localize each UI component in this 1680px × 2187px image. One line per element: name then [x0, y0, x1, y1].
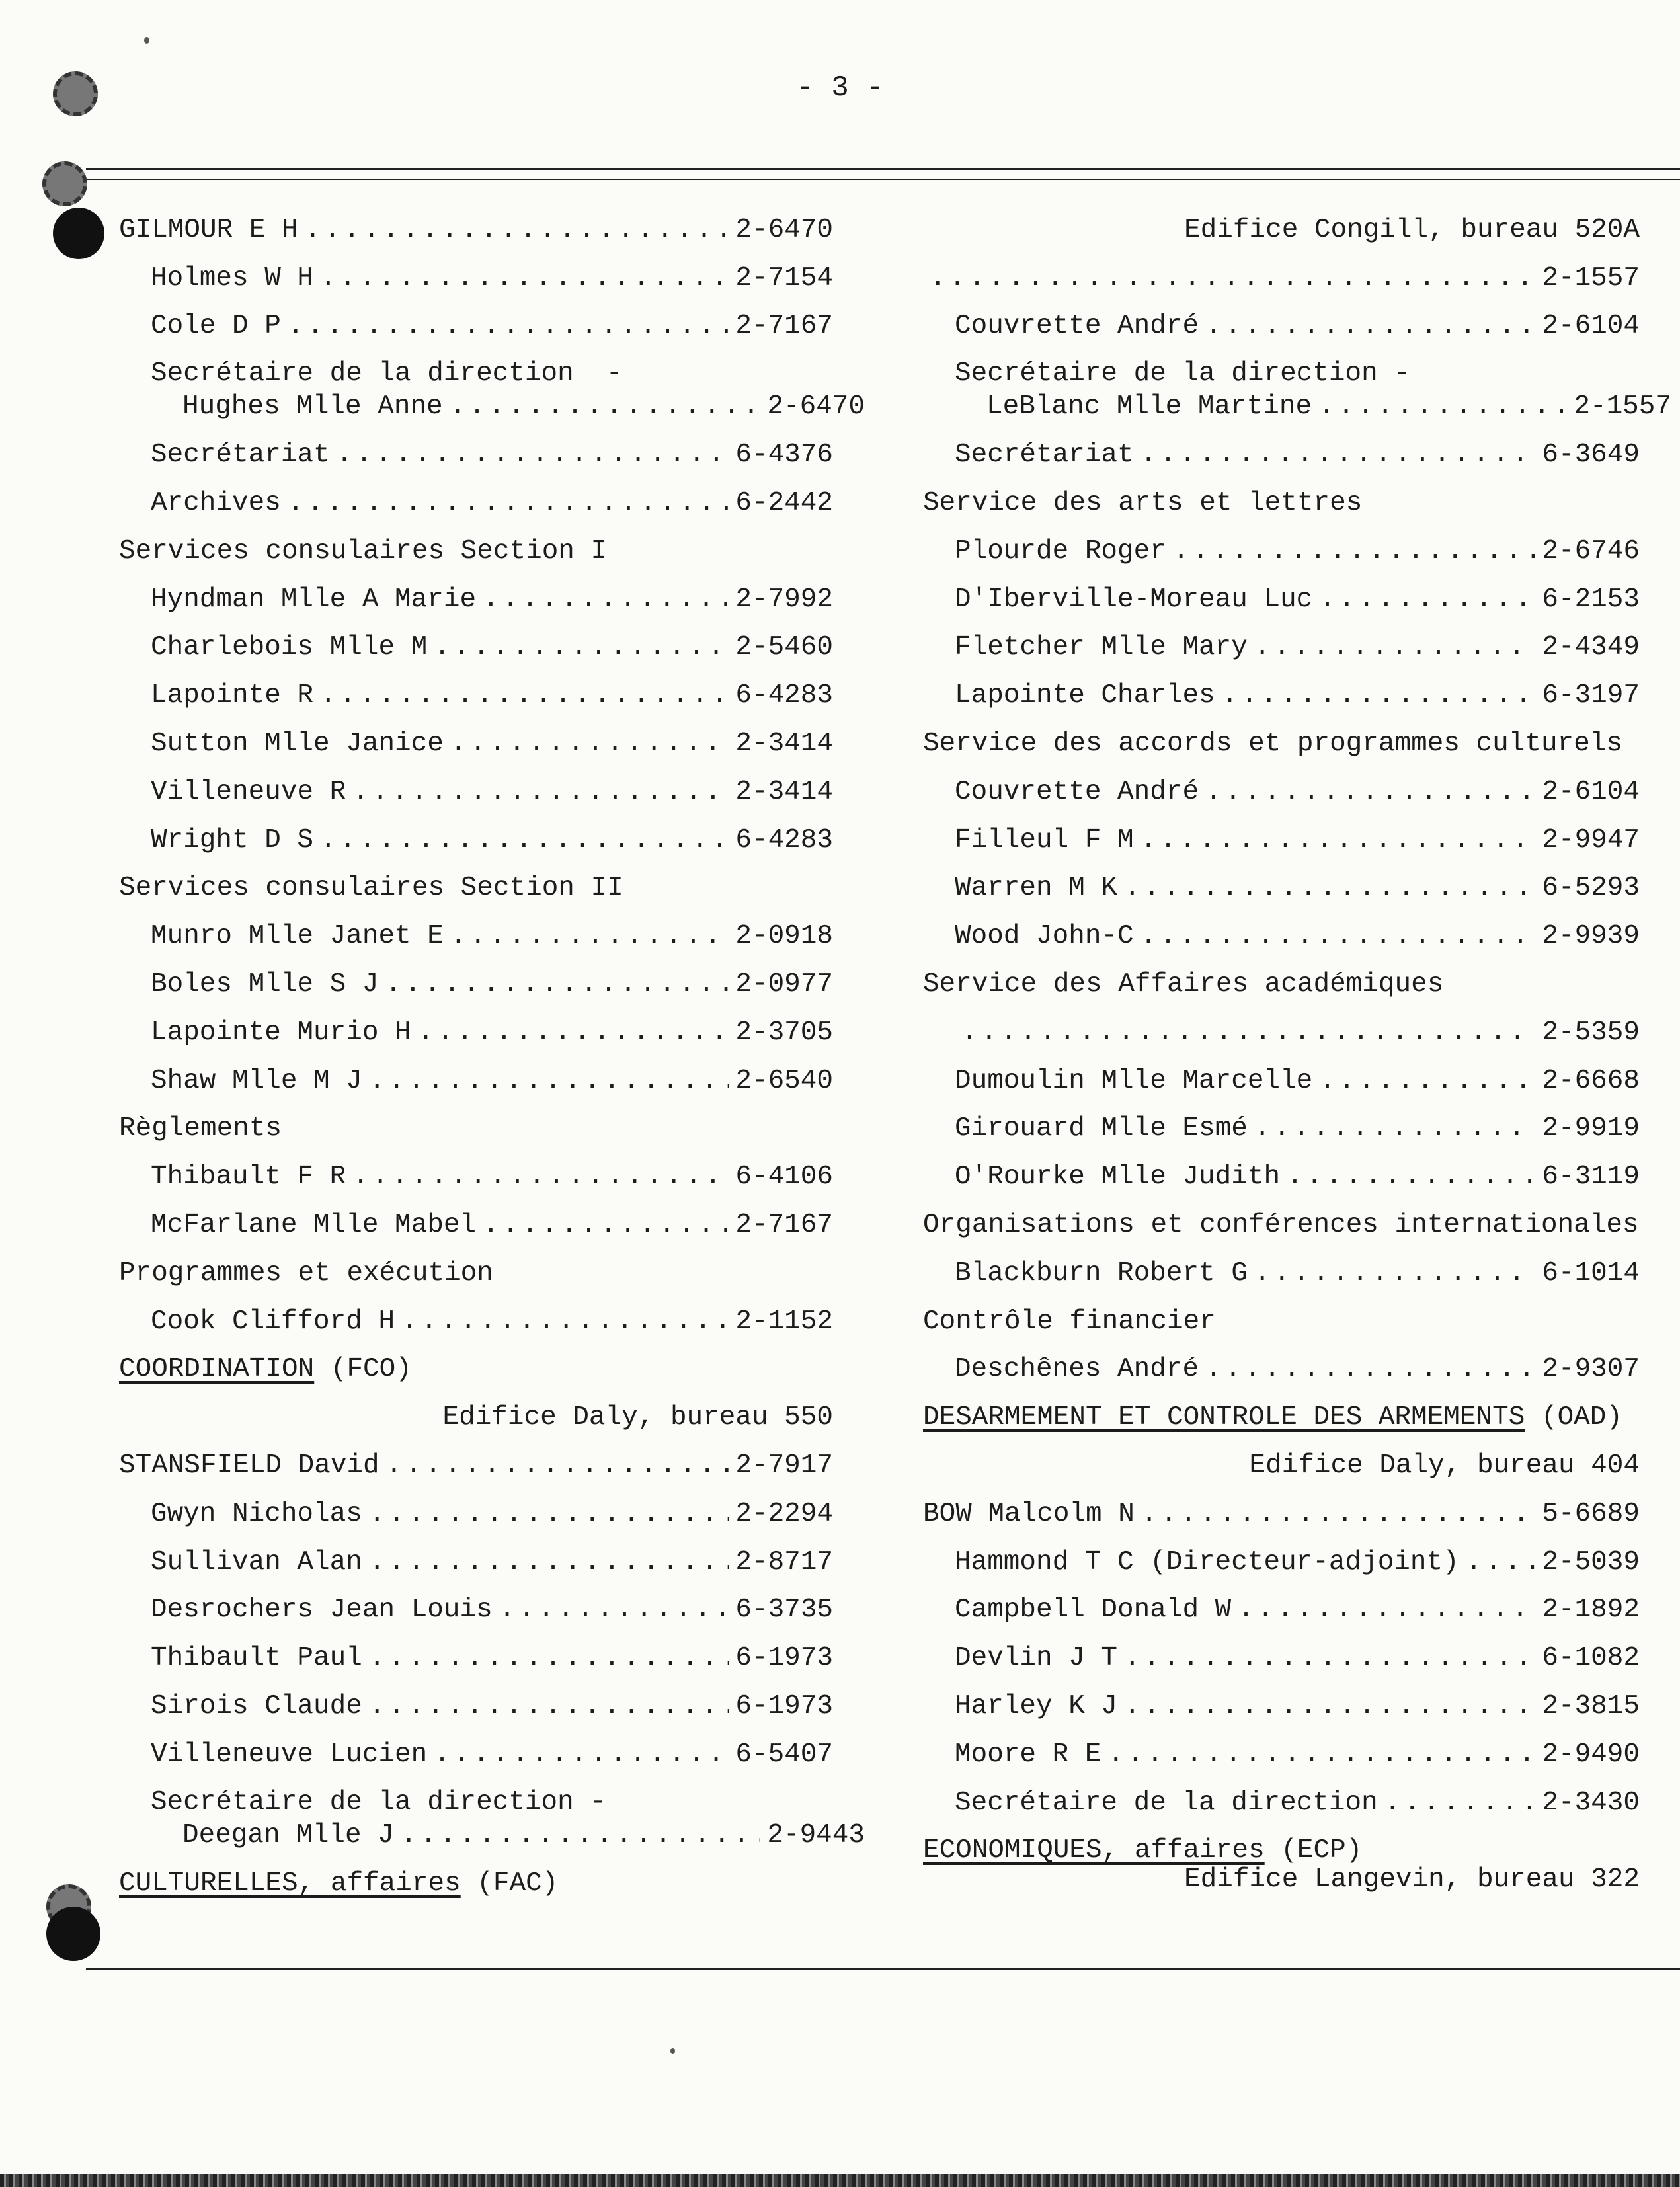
entry-name: LeBlanc Mlle Martine — [986, 391, 1312, 422]
entry-phone: 2-5359 — [1542, 1017, 1640, 1048]
entry-name: Villeneuve Lucien — [151, 1739, 428, 1770]
entry-phone: 6-2153 — [1542, 584, 1640, 615]
entry-name: STANSFIELD David — [119, 1450, 380, 1481]
directory-entry — [119, 471, 833, 520]
binder-hole-icon — [53, 208, 104, 259]
dot-leader — [1318, 390, 1567, 423]
left-column — [119, 198, 865, 1900]
directory-entry — [119, 1145, 833, 1193]
entry-name: Dumoulin Mlle Marcelle — [955, 1065, 1313, 1096]
dot-leader — [499, 1593, 729, 1626]
subsection-title: Contrôle financier — [923, 1306, 1216, 1337]
entry-role: Secrétaire de la direction - — [151, 358, 623, 389]
dot-leader — [369, 1642, 729, 1675]
entry-name: O'Rourke Mlle Judith — [955, 1162, 1281, 1193]
subsection-title: Service des arts et lettres — [923, 487, 1363, 518]
dot-leader — [385, 968, 729, 1001]
directory-entry — [119, 712, 833, 760]
dot-leader — [961, 1016, 1535, 1049]
top-rule-second — [86, 179, 1680, 180]
dot-leader — [1140, 438, 1536, 471]
binder-hole-ring-icon — [53, 71, 98, 116]
directory-entry — [119, 1290, 833, 1338]
entry-name: McFarlane Mlle Mabel — [151, 1209, 477, 1240]
entry-phone: 6-3735 — [735, 1595, 833, 1626]
scan-speck — [670, 2048, 675, 2054]
entry-phone: 2-5460 — [735, 632, 833, 663]
subsection-title: Service des Affaires académiques — [923, 969, 1444, 1000]
dot-leader — [1140, 920, 1536, 953]
entry-name: Cole D P — [151, 311, 281, 342]
dot-leader — [1205, 1353, 1535, 1386]
directory-entry — [119, 953, 833, 1001]
entry-name: Plourde Roger — [955, 536, 1166, 567]
entry-name: Thibault Paul — [151, 1643, 362, 1674]
entry-phone: 6-1973 — [735, 1690, 833, 1722]
dot-leader — [1124, 1690, 1535, 1723]
section-code: (ECP) — [1264, 1835, 1363, 1866]
subsection-heading — [923, 1290, 1640, 1338]
entry-phone: 2-6104 — [1542, 776, 1640, 807]
entry-phone: 6-3649 — [1542, 440, 1640, 471]
entry-name: Lapointe R — [151, 680, 314, 711]
directory-entry — [923, 1771, 1640, 1819]
dot-leader — [1254, 1112, 1536, 1145]
entry-name: Desrochers Jean Louis — [151, 1595, 493, 1626]
entry-name: Boles Mlle S J — [151, 969, 379, 1000]
dot-leader — [369, 1497, 729, 1531]
location-text: Edifice Langevin, bureau 322 — [1184, 1864, 1640, 1895]
entry-name: Deegan Mlle J — [182, 1819, 394, 1850]
dot-leader — [369, 1546, 729, 1579]
entry-name: Hyndman Mlle A Marie — [151, 584, 477, 615]
directory-entry — [923, 664, 1640, 712]
dot-leader — [1124, 1642, 1535, 1675]
subsection-heading — [119, 1097, 833, 1146]
subsection-title: Service des accords et programmes culturels — [923, 728, 1622, 759]
directory-entry — [923, 1531, 1640, 1579]
entry-name: Cook Clifford H — [151, 1306, 395, 1337]
dot-leader — [320, 262, 729, 295]
directory-entry — [119, 1001, 833, 1049]
entry-phone: 2-0918 — [735, 921, 833, 952]
dot-leader — [386, 1449, 729, 1482]
dot-leader — [434, 1738, 729, 1771]
dot-leader — [930, 262, 1535, 295]
entry-name: Hammond T C (Directeur-adjoint) — [955, 1546, 1459, 1577]
directory-entry — [923, 904, 1640, 953]
entry-name: Campbell Donald W — [955, 1595, 1232, 1626]
section-title: COORDINATION — [119, 1354, 315, 1385]
directory-entry — [923, 1145, 1640, 1193]
section-heading — [119, 1338, 833, 1386]
entry-name: Secrétariat — [151, 440, 330, 471]
directory-entry — [119, 1193, 833, 1242]
entry-phone: 2-6104 — [1542, 311, 1640, 342]
subsection-heading — [923, 1193, 1640, 1242]
directory-entry — [119, 1771, 865, 1852]
subsection-heading — [923, 712, 1640, 760]
entry-name: Wright D S — [151, 824, 314, 855]
subsection-title: Services consulaires Section I — [119, 536, 608, 567]
entry-phone: 2-1892 — [1542, 1595, 1640, 1626]
entry-name: Sullivan Alan — [151, 1546, 362, 1577]
directory-entry — [119, 1482, 833, 1531]
entry-name: BOW Malcolm N — [923, 1498, 1135, 1529]
dot-leader — [352, 775, 729, 809]
directory-entry — [923, 247, 1640, 295]
entry-phone: 2-2294 — [735, 1498, 833, 1529]
dot-leader — [320, 824, 729, 857]
entry-phone: 6-1014 — [1542, 1257, 1640, 1289]
entry-phone: 2-9490 — [1542, 1739, 1640, 1770]
section-code: (FAC) — [460, 1868, 559, 1899]
entry-name: D'Iberville-Moreau Luc — [955, 584, 1313, 615]
subsection-heading — [119, 520, 833, 568]
entry-name: Archives — [151, 487, 281, 518]
dot-leader — [1124, 871, 1535, 904]
directory-entry — [119, 664, 833, 712]
directory-entry — [923, 295, 1640, 343]
entry-name: Secrétariat — [955, 440, 1134, 471]
dot-leader — [305, 214, 729, 247]
section-title: ECONOMIQUES, affaires — [923, 1835, 1265, 1866]
directory-entry — [119, 1626, 833, 1675]
bottom-rule — [86, 1968, 1680, 1970]
directory-entry — [119, 1723, 833, 1771]
dot-leader — [1222, 679, 1536, 712]
section-title: DESARMEMENT ET CONTROLE DES ARMEMENTS — [923, 1402, 1525, 1433]
entry-phone: 2-3815 — [1542, 1690, 1640, 1722]
entry-phone: 2-1557 — [1542, 262, 1640, 294]
dot-leader — [288, 309, 729, 342]
dot-leader — [434, 631, 729, 664]
entry-phone: 2-3414 — [735, 776, 833, 807]
entry-name: GILMOUR E H — [119, 214, 298, 245]
entry-name: Sutton Mlle Janice — [151, 728, 444, 759]
page-number: - 3 - — [796, 71, 884, 104]
dot-leader — [1173, 535, 1536, 568]
directory-entry — [119, 198, 833, 247]
directory-entry — [119, 247, 833, 295]
directory-entry — [923, 1482, 1640, 1531]
entry-phone: 2-9307 — [1542, 1354, 1640, 1385]
entry-phone: 2-7154 — [735, 262, 833, 294]
entry-name: Hughes Mlle Anne — [182, 391, 443, 422]
dot-leader — [320, 679, 729, 712]
directory-entry — [923, 857, 1640, 905]
entry-name: Gwyn Nicholas — [151, 1498, 362, 1529]
top-rule — [86, 168, 1680, 170]
entry-name: Warren M K — [955, 873, 1118, 904]
directory-entry — [119, 760, 833, 809]
entry-phone: 6-2442 — [735, 487, 833, 518]
directory-entry — [119, 904, 833, 953]
dot-leader — [1238, 1593, 1535, 1626]
dot-leader — [1140, 824, 1536, 857]
entry-phone: 6-4283 — [735, 680, 833, 711]
section-heading — [119, 1852, 833, 1900]
subsection-heading — [923, 471, 1640, 520]
section-heading — [923, 1386, 1640, 1434]
entry-phone: 6-1082 — [1542, 1643, 1640, 1674]
entry-name: Munro Mlle Janet E — [151, 921, 444, 952]
directory-entry — [923, 342, 1671, 423]
directory-entry — [923, 1001, 1640, 1049]
dot-leader — [1107, 1738, 1535, 1771]
entry-phone: 2-8717 — [735, 1546, 833, 1577]
section-code: (FCO) — [314, 1354, 412, 1385]
directory-entry — [923, 616, 1640, 664]
entry-name: Holmes W H — [151, 262, 314, 294]
building-location — [119, 1386, 833, 1434]
entry-role: Secrétaire de la direction - — [955, 358, 1410, 389]
location-text: Edifice Daly, bureau 550 — [442, 1402, 833, 1433]
entry-name: Charlebois Mlle M — [151, 632, 428, 663]
dot-leader — [450, 920, 729, 953]
directory-entry — [923, 1097, 1640, 1146]
entry-phone: 2-6470 — [735, 214, 833, 245]
subsection-heading — [923, 953, 1640, 1001]
directory-entry — [119, 295, 833, 343]
dot-leader — [483, 583, 729, 616]
dot-leader — [369, 1690, 729, 1723]
entry-phone: 2-7992 — [735, 584, 833, 615]
binder-hole-icon — [46, 1907, 100, 1961]
entry-phone: 2-3430 — [1542, 1787, 1640, 1818]
location-text: Edifice Daly, bureau 404 — [1249, 1450, 1640, 1481]
entry-name: Lapointe Charles — [955, 680, 1215, 711]
directory-entry — [923, 1675, 1640, 1723]
directory-entry — [119, 1579, 833, 1627]
dot-leader — [401, 1305, 729, 1338]
location-text: Edifice Congill, bureau 520A — [1184, 214, 1640, 245]
entry-phone: 6-3119 — [1542, 1162, 1640, 1193]
directory-entry — [923, 568, 1640, 616]
entry-phone: 6-4106 — [735, 1162, 833, 1193]
entry-name: Blackburn Robert G — [955, 1257, 1248, 1289]
dot-leader — [352, 1160, 729, 1193]
section-title: CULTURELLES, affaires — [119, 1868, 461, 1899]
entry-name: Shaw Mlle M J — [151, 1065, 362, 1096]
directory-entry — [119, 1049, 833, 1097]
subsection-heading — [119, 1242, 833, 1290]
dot-leader — [337, 438, 729, 471]
entry-phone: 2-6540 — [735, 1065, 833, 1096]
entry-phone: 2-6668 — [1542, 1065, 1640, 1096]
entry-name: Filleul F M — [955, 824, 1134, 855]
binder-hole-ring-icon — [42, 161, 87, 206]
section-heading — [923, 1819, 1640, 1868]
dot-leader — [1319, 1064, 1535, 1097]
dot-leader — [1319, 583, 1535, 616]
scan-speck — [144, 37, 149, 44]
directory-entry — [119, 568, 833, 616]
subsection-title: Programmes et exécution — [119, 1257, 493, 1289]
entry-phone: 6-5407 — [735, 1739, 833, 1770]
entry-phone: 6-4283 — [735, 824, 833, 855]
dot-leader — [1205, 775, 1535, 809]
dot-leader — [450, 727, 729, 760]
directory-entry — [119, 1675, 833, 1723]
dot-leader — [1205, 309, 1535, 342]
entry-name: Lapointe Murio H — [151, 1017, 411, 1048]
dot-leader — [1254, 1257, 1536, 1290]
dot-leader — [288, 487, 729, 520]
dot-leader — [1384, 1786, 1536, 1819]
entry-phone: 2-7917 — [735, 1450, 833, 1481]
entry-role: Secrétaire de la direction - — [151, 1786, 606, 1817]
entry-name: Villeneuve R — [151, 776, 346, 807]
entry-phone: 2-9939 — [1542, 921, 1640, 952]
entry-phone: 2-7167 — [735, 1209, 833, 1240]
directory-entry — [923, 1579, 1640, 1627]
building-location — [923, 198, 1640, 247]
entry-phone: 6-3197 — [1542, 680, 1640, 711]
entry-phone: 2-5039 — [1542, 1546, 1640, 1577]
scan-edge — [0, 2174, 1680, 2187]
entry-phone: 5-6689 — [1542, 1498, 1640, 1529]
entry-name: Harley K J — [955, 1690, 1118, 1722]
entry-name: Couvrette André — [955, 311, 1199, 342]
entry-name: Wood John-C — [955, 921, 1134, 952]
entry-name: Couvrette André — [955, 776, 1199, 807]
dot-leader — [418, 1016, 729, 1049]
entry-phone: 6-5293 — [1542, 873, 1640, 904]
directory-entry — [119, 423, 833, 471]
directory-entry — [923, 423, 1640, 471]
right-column — [923, 198, 1671, 1896]
entry-name: Fletcher Mlle Mary — [955, 632, 1248, 663]
entry-phone: 2-7167 — [735, 311, 833, 342]
directory-entry — [923, 1242, 1640, 1290]
directory-entry — [923, 809, 1640, 857]
subsection-title: Règlements — [119, 1113, 282, 1144]
directory-entry — [923, 1723, 1640, 1771]
entry-phone: 2-6470 — [767, 391, 865, 422]
directory-entry — [119, 1434, 833, 1482]
section-code: (OAD) — [1525, 1402, 1622, 1433]
dot-leader — [1287, 1160, 1535, 1193]
directory-entry — [923, 1049, 1640, 1097]
dot-leader — [369, 1064, 729, 1097]
entry-name: Girouard Mlle Esmé — [955, 1113, 1248, 1144]
subsection-heading — [119, 857, 833, 905]
entry-phone: 6-4376 — [735, 440, 833, 471]
entry-phone: 2-0977 — [735, 969, 833, 1000]
directory-entry — [119, 342, 865, 423]
entry-phone: 2-1557 — [1574, 391, 1671, 422]
dot-leader — [1254, 631, 1536, 664]
entry-phone: 2-9919 — [1542, 1113, 1640, 1144]
dot-leader — [401, 1819, 761, 1852]
directory-entry — [923, 1338, 1640, 1386]
entry-phone: 2-3414 — [735, 728, 833, 759]
subsection-title: Services consulaires Section II — [119, 873, 623, 904]
entry-phone: 2-6746 — [1542, 536, 1640, 567]
directory-entry — [119, 809, 833, 857]
directory-entry — [923, 1626, 1640, 1675]
entry-name: Thibault F R — [151, 1162, 346, 1193]
entry-phone: 2-4349 — [1542, 632, 1640, 663]
entry-name: Sirois Claude — [151, 1690, 362, 1722]
entry-phone: 2-9443 — [767, 1819, 865, 1850]
dot-leader — [483, 1209, 729, 1242]
directory-entry — [119, 616, 833, 664]
entry-name: Deschênes André — [955, 1354, 1199, 1385]
dot-leader — [450, 390, 761, 423]
directory-entry — [923, 520, 1640, 568]
entry-name: Secrétaire de la direction — [955, 1787, 1378, 1818]
dot-leader — [1141, 1497, 1536, 1531]
entry-name: Devlin J T — [955, 1643, 1118, 1674]
dot-leader — [1466, 1546, 1536, 1579]
entry-phone: 2-1152 — [735, 1306, 833, 1337]
directory-entry — [119, 1531, 833, 1579]
building-location — [923, 1864, 1640, 1896]
directory-entry — [923, 760, 1640, 809]
entry-phone: 6-1973 — [735, 1643, 833, 1674]
subsection-title: Organisations et conférences internationales — [923, 1209, 1639, 1240]
entry-phone: 2-9947 — [1542, 824, 1640, 855]
entry-phone: 2-3705 — [735, 1017, 833, 1048]
building-location — [923, 1434, 1640, 1482]
entry-name: Moore R E — [955, 1739, 1101, 1770]
